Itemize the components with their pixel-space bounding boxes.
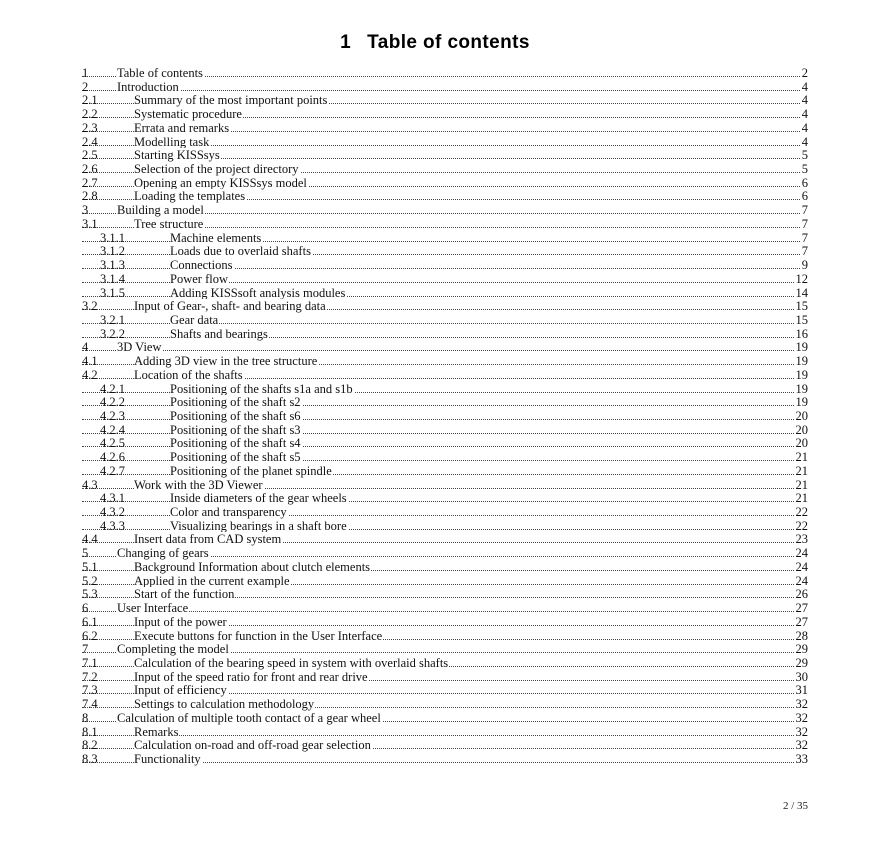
toc-entry-title: Execute buttons for function in the User Interface xyxy=(134,628,383,643)
toc-entry-title: Insert data from CAD system xyxy=(134,532,282,547)
heading-number: 1 xyxy=(340,32,352,53)
toc-entry[interactable] xyxy=(82,725,808,739)
toc-entry-title: Work with the 3D Viewer xyxy=(134,477,263,492)
toc-entry-title: Connections xyxy=(170,258,233,273)
toc-entry[interactable] xyxy=(82,382,808,396)
toc-entry-number: 3.2.1 xyxy=(100,312,125,327)
toc-entry[interactable] xyxy=(82,532,808,546)
toc-entry-page: 19 xyxy=(795,340,808,355)
toc-entry-number: 2.6 xyxy=(82,162,98,177)
toc-entry[interactable] xyxy=(82,327,808,341)
toc-entry-title: Power flow xyxy=(170,271,228,286)
toc-entry-page: 32 xyxy=(795,724,808,739)
toc-entry-number: 2.4 xyxy=(82,134,98,149)
toc-entry-page: 12 xyxy=(795,271,808,286)
toc-dot-leader xyxy=(82,349,808,351)
toc-entry-number: 7.3 xyxy=(82,683,98,698)
toc-entry-title: Machine elements xyxy=(170,230,262,245)
toc-entry-page: 4 xyxy=(801,79,808,94)
toc-entry[interactable] xyxy=(82,176,808,190)
toc-entry-title: 3D View xyxy=(117,340,162,355)
toc-entry-number: 2.1 xyxy=(82,93,98,108)
toc-entry-page: 20 xyxy=(795,409,808,423)
toc-entry-title: Positioning of the shafts s1a and s1b xyxy=(170,381,353,396)
toc-entry[interactable] xyxy=(82,162,808,176)
toc-entry-title: Settings to calculation methodology xyxy=(134,697,315,712)
toc-entry[interactable] xyxy=(82,299,808,313)
toc-entry-page: 32 xyxy=(795,697,808,712)
toc-entry[interactable] xyxy=(82,697,808,711)
toc-entry[interactable] xyxy=(82,601,808,615)
toc-entry-page: 7 xyxy=(801,203,808,218)
toc-entry-number: 3.1.2 xyxy=(100,244,125,259)
toc-entry-title: Calculation of multiple tooth contact of a gear wheel xyxy=(117,710,381,725)
toc-entry-title: Loading the templates xyxy=(134,189,246,204)
toc-entry-title: Positioning of the shaft s4 xyxy=(170,436,301,451)
toc-entry-number: 2.7 xyxy=(82,175,98,190)
toc-entry[interactable] xyxy=(82,203,808,217)
toc-entry-title: Positioning of the shaft s3 xyxy=(170,422,301,437)
toc-entry-title: Functionality xyxy=(134,752,201,766)
toc-entry-number: 3.1.5 xyxy=(100,285,125,300)
toc-entry-page: 15 xyxy=(795,312,808,327)
toc-entry-number: 7.1 xyxy=(82,655,98,670)
toc-entry-page: 23 xyxy=(795,532,808,547)
toc-entry-title: Positioning of the shaft s5 xyxy=(170,450,301,465)
toc-entry-number: 5.1 xyxy=(82,559,98,574)
toc-entry[interactable] xyxy=(82,615,808,629)
toc-entry-page: 27 xyxy=(795,601,808,616)
toc-entry-page: 27 xyxy=(795,614,808,629)
toc-entry-title: Applied in the current example xyxy=(134,573,290,588)
toc-entry-title: Completing the model xyxy=(117,642,229,657)
toc-entry-page: 4 xyxy=(801,93,808,108)
toc-entry-number: 3.1.3 xyxy=(100,258,125,273)
toc-entry-page: 21 xyxy=(795,477,808,492)
toc-entry-title: Calculation on-road and off-road gear selection xyxy=(134,738,371,753)
toc-entry-number: 7 xyxy=(82,642,89,657)
toc-entry-page: 22 xyxy=(795,505,808,520)
toc-entry-page: 19 xyxy=(795,367,808,382)
page-title xyxy=(0,32,870,54)
toc-entry-number: 5 xyxy=(82,546,89,561)
toc-entry-number: 3.2.2 xyxy=(100,326,125,341)
toc-entry-page: 6 xyxy=(801,175,808,190)
toc-entry-page: 22 xyxy=(795,518,808,533)
toc-entry-number: 3.2 xyxy=(82,299,98,314)
toc-entry[interactable] xyxy=(82,107,808,121)
toc-entry-page: 30 xyxy=(795,669,808,684)
toc-entry-page: 32 xyxy=(795,710,808,725)
toc-entry-number: 7.4 xyxy=(82,697,98,712)
toc-entry-number: 4.2 xyxy=(82,367,98,382)
toc-entry[interactable] xyxy=(82,423,808,437)
toc-entry-title: Background Information about clutch elements xyxy=(134,559,371,574)
toc-entry-page: 29 xyxy=(795,642,808,657)
toc-entry-number: 5.3 xyxy=(82,587,98,602)
toc-entry-title: Location of the shafts xyxy=(134,367,243,382)
toc-entry-number: 6.2 xyxy=(82,628,98,643)
toc-entry-page: 2 xyxy=(801,66,808,80)
toc-entry-page: 15 xyxy=(795,299,808,314)
toc-entry[interactable] xyxy=(82,670,808,684)
toc-entry-title: Input of Gear-, shaft- and bearing data xyxy=(134,299,326,314)
toc-entry-title: Calculation of the bearing speed in system with overlaid shafts xyxy=(134,655,449,670)
toc-entry-title: Tree structure xyxy=(134,216,204,231)
toc-entry[interactable] xyxy=(82,436,808,450)
toc-entry-number: 2.2 xyxy=(82,107,98,122)
toc-entry-page: 19 xyxy=(795,395,808,410)
toc-entry[interactable] xyxy=(82,217,808,231)
toc-entry-number: 3.1.1 xyxy=(100,230,125,245)
toc-entry-page: 19 xyxy=(795,381,808,396)
toc-entry-number: 8.2 xyxy=(82,738,98,753)
toc-entry-title: Color and transparency xyxy=(170,505,287,520)
toc-entry[interactable] xyxy=(82,231,808,245)
toc-entry-page: 28 xyxy=(795,628,808,643)
toc-entry-page: 21 xyxy=(795,463,808,478)
toc-entry-number: 4.2.7 xyxy=(100,463,125,478)
toc-entry[interactable] xyxy=(82,340,808,354)
toc-entry[interactable] xyxy=(82,574,808,588)
toc-entry-title: Gear data xyxy=(170,312,219,327)
toc-entry-page: 21 xyxy=(795,450,808,465)
toc-entry-page: 26 xyxy=(795,587,808,602)
toc-entry-page: 29 xyxy=(795,655,808,670)
toc-entry[interactable] xyxy=(82,80,808,94)
toc-entry-title: Positioning of the planet spindle xyxy=(170,463,332,478)
toc-entry-title: User Interface xyxy=(117,601,189,616)
toc-entry-title: Opening an empty KISSsys model xyxy=(134,175,307,190)
toc-entry[interactable] xyxy=(82,491,808,505)
toc-entry[interactable] xyxy=(82,587,808,601)
toc-entry[interactable] xyxy=(82,546,808,560)
toc-entry[interactable] xyxy=(82,286,808,300)
toc-entry[interactable] xyxy=(82,505,808,519)
toc-entry[interactable] xyxy=(82,560,808,574)
toc-dot-leader xyxy=(82,610,808,612)
toc-entry[interactable] xyxy=(82,752,808,766)
toc-entry-title: Positioning of the shaft s6 xyxy=(170,409,301,423)
toc-entry[interactable] xyxy=(82,121,808,135)
toc-entry[interactable] xyxy=(82,711,808,725)
toc-entry-number: 3.1 xyxy=(82,216,98,231)
toc-entry-number: 4.2.5 xyxy=(100,436,125,451)
toc-entry[interactable] xyxy=(82,66,808,80)
toc-entry-title: Input of the power xyxy=(134,614,227,629)
toc-entry-number: 4.3 xyxy=(82,477,98,492)
toc-entry-number: 2 xyxy=(82,79,89,94)
toc-entry-title: Input of the speed ratio for front and rear drive xyxy=(134,669,368,684)
toc-dot-leader xyxy=(82,734,808,736)
toc-entry-page: 33 xyxy=(795,752,808,766)
toc-entry-title: Loads due to overlaid shafts xyxy=(170,244,311,259)
toc-entry-number: 4.2.6 xyxy=(100,450,125,465)
toc-entry-number: 8.3 xyxy=(82,752,98,766)
toc-entry-title: Selection of the project directory xyxy=(134,162,299,177)
toc-entry-title: Systematic procedure xyxy=(134,107,242,122)
toc-entry[interactable] xyxy=(82,135,808,149)
toc-entry-page: 7 xyxy=(801,230,808,245)
toc-entry-page: 16 xyxy=(795,326,808,341)
toc-entry-page: 4 xyxy=(801,120,808,135)
toc-entry[interactable] xyxy=(82,683,808,697)
toc-entry-number: 1 xyxy=(82,66,89,80)
toc-entry-page: 4 xyxy=(801,134,808,149)
toc-entry-page: 31 xyxy=(795,683,808,698)
toc-entry-number: 4.2.1 xyxy=(100,381,125,396)
toc-entry-page: 19 xyxy=(795,354,808,369)
toc-entry-number: 3 xyxy=(82,203,89,218)
toc-entry-page: 32 xyxy=(795,738,808,753)
toc-entry-page: 24 xyxy=(795,573,808,588)
toc-entry-page: 24 xyxy=(795,559,808,574)
toc-entry-number: 4.2.2 xyxy=(100,395,125,410)
toc-entry-number: 3.1.4 xyxy=(100,271,125,286)
toc-entry[interactable] xyxy=(82,368,808,382)
heading-text: Table of contents xyxy=(367,32,530,53)
toc-dot-leader xyxy=(82,89,808,91)
toc-entry-title: Adding KISSsoft analysis modules xyxy=(170,285,346,300)
toc-entry-page: 7 xyxy=(801,216,808,231)
toc-entry[interactable] xyxy=(82,464,808,478)
toc-entry-page: 24 xyxy=(795,546,808,561)
toc-entry-title: Adding 3D view in the tree structure xyxy=(134,354,318,369)
toc-entry[interactable] xyxy=(82,395,808,409)
toc-entry-number: 4.3.3 xyxy=(100,518,125,533)
toc-entry-title: Building a model xyxy=(117,203,204,218)
toc-entry-number: 8 xyxy=(82,710,89,725)
toc-entry[interactable] xyxy=(82,272,808,286)
toc-entry-title: Table of contents xyxy=(117,66,203,80)
toc-entry[interactable] xyxy=(82,738,808,752)
toc-entry[interactable] xyxy=(82,642,808,656)
toc-entry-number: 4.1 xyxy=(82,354,98,369)
toc-entry[interactable] xyxy=(82,189,808,203)
toc-entry[interactable] xyxy=(82,93,808,107)
toc-entry[interactable] xyxy=(82,148,808,162)
toc-entry-number: 6.1 xyxy=(82,614,98,629)
toc-entry-title: Modelling task xyxy=(134,134,210,149)
toc-entry[interactable] xyxy=(82,258,808,272)
toc-entry[interactable] xyxy=(82,629,808,643)
toc-entry-title: Summary of the most important points xyxy=(134,93,328,108)
toc-entry-title: Introduction xyxy=(117,79,179,94)
toc-entry[interactable] xyxy=(82,244,808,258)
toc-entry-number: 2.3 xyxy=(82,120,98,135)
footer-page-number: 2 / 35 xyxy=(782,800,808,812)
toc-entry-number: 4 xyxy=(82,340,89,355)
toc-entry-page: 20 xyxy=(795,422,808,437)
toc-entry-title: Start of the function xyxy=(134,587,235,602)
toc-entry[interactable] xyxy=(82,409,808,423)
toc-entry-page: 20 xyxy=(795,436,808,451)
toc-entry-page: 7 xyxy=(801,244,808,259)
toc-entry-number: 2.5 xyxy=(82,148,98,163)
toc-entry-number: 2.8 xyxy=(82,189,98,204)
toc-entry[interactable] xyxy=(82,519,808,533)
toc-entry[interactable] xyxy=(82,656,808,670)
toc-entry-title: Inside diameters of the gear wheels xyxy=(170,491,347,506)
toc-entry-number: 5.2 xyxy=(82,573,98,588)
toc-entry-number: 6 xyxy=(82,601,89,616)
toc-entry-page: 5 xyxy=(801,148,808,163)
toc-entry-number: 7.2 xyxy=(82,669,98,684)
toc-entry[interactable] xyxy=(82,450,808,464)
toc-entry[interactable] xyxy=(82,313,808,327)
toc-entry-number: 4.3.2 xyxy=(100,505,125,520)
toc-entry-page: 21 xyxy=(795,491,808,506)
toc-entry-page: 9 xyxy=(801,258,808,273)
toc-entry-title: Shafts and bearings xyxy=(170,326,268,341)
toc-entry-number: 4.2.3 xyxy=(100,409,125,423)
toc-entry-title: Remarks xyxy=(134,724,179,739)
toc-entry-page: 14 xyxy=(795,285,808,300)
toc-entry-number: 8.1 xyxy=(82,724,98,739)
toc-entry-title: Visualizing bearings in a shaft bore xyxy=(170,518,347,533)
toc-entry-title: Errata and remarks xyxy=(134,120,230,135)
toc-entry-page: 6 xyxy=(801,189,808,204)
toc-entry-page: 5 xyxy=(801,162,808,177)
toc-entry-page: 4 xyxy=(801,107,808,122)
toc-entry-title: Input of efficiency xyxy=(134,683,227,698)
toc-entry-title: Starting KISSsys xyxy=(134,148,220,163)
toc-entry-title: Changing of gears xyxy=(117,546,209,561)
toc-entry-title: Positioning of the shaft s2 xyxy=(170,395,301,410)
toc-entry[interactable] xyxy=(82,478,808,492)
toc-entry-number: 4.4 xyxy=(82,532,98,547)
toc-entry[interactable] xyxy=(82,354,808,368)
toc-entry-number: 4.2.4 xyxy=(100,422,125,437)
toc-entry-number: 4.3.1 xyxy=(100,491,125,506)
